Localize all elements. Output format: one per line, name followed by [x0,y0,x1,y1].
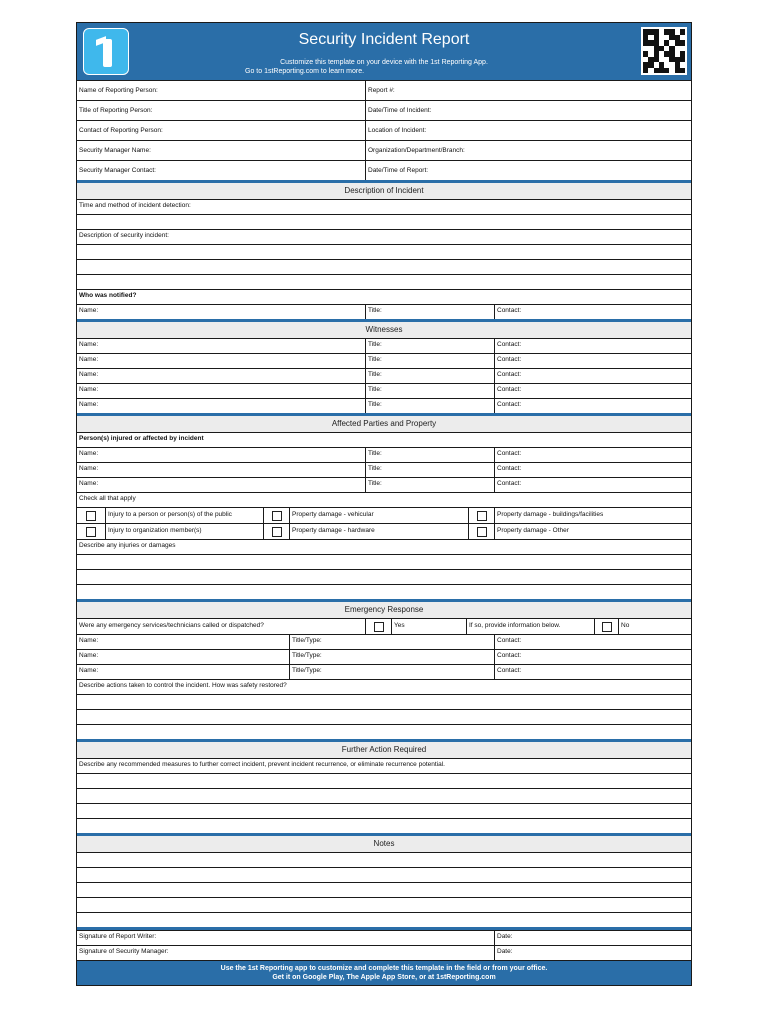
blank-line[interactable] [77,882,691,897]
checkbox-icon[interactable] [374,622,384,632]
blank-line[interactable] [77,897,691,912]
form-row [77,539,691,554]
report-title: Security Incident Report [298,31,470,48]
option-label: Property damage - Other [494,524,691,539]
contact-row [77,353,691,368]
signature-manager-label: Signature of Security Manager: [79,948,169,955]
blank-line[interactable] [77,214,691,229]
form-row [77,758,691,773]
contact-label: Contact: [494,339,691,353]
blank-line[interactable] [77,818,691,833]
name-label: Name: [79,341,99,348]
title-label: Title: [365,305,494,319]
title-label: Title: [365,384,494,398]
checkbox-cell [263,508,289,523]
field-label: Report #: [365,81,691,100]
form-row [77,289,691,304]
footer-line-2: Get it on Google Play, The Apple App Store, or at 1stReporting.com [272,974,496,981]
signature-row [77,930,691,945]
contact-label: Contact: [494,635,691,649]
signature-writer-label: Signature of Report Writer: [79,933,157,940]
checkbox-icon[interactable] [477,511,487,521]
blank-line[interactable] [77,788,691,803]
section-heading-affected: Affected Parties and Property [77,413,691,432]
name-label: Name: [79,386,99,393]
blank-line[interactable] [77,773,691,788]
blank-line[interactable] [77,569,691,584]
title-label: Title: [365,339,494,353]
contact-label: Contact: [494,399,691,413]
blank-line[interactable] [77,852,691,867]
option-label: Property damage - hardware [289,524,468,539]
info-row [77,120,691,140]
field-label: Describe any injuries or damages [79,542,176,549]
option-label: Injury to a person or person(s) of the public [105,508,263,523]
field-label: Check all that apply [79,495,136,502]
report-footer [77,960,691,985]
title-label: Title: [365,369,494,383]
field-label: Contact of Reporting Person: [79,127,163,134]
title-type-label: Title/Type: [289,650,494,664]
blank-line[interactable] [77,709,691,724]
name-label: Name: [79,480,99,487]
title-label: Title: [365,399,494,413]
contact-row [77,338,691,353]
name-label: Name: [79,371,99,378]
blank-line[interactable] [77,259,691,274]
report-form [76,22,692,986]
header-subtitle: Customize this template on your device with the 1st Reporting App. [280,59,488,66]
blank-line[interactable] [77,244,691,259]
contact-label: Contact: [494,384,691,398]
field-label: Location of Incident: [365,121,691,140]
field-label: Describe any recommended measures to further correct incident, prevent incident recurrence, or eliminate recurrence potential. [79,761,445,768]
blank-line[interactable] [77,912,691,927]
field-label: Name of Reporting Person: [79,87,158,94]
contact-row [77,477,691,492]
checkbox-cell [77,508,105,523]
checkbox-icon[interactable] [272,527,282,537]
section-heading-further-action: Further Action Required [77,739,691,758]
checkbox-cell [365,619,391,634]
contact-label: Contact: [494,665,691,679]
title-label: Title: [365,463,494,477]
name-label: Name: [79,356,99,363]
footer-line-1: Use the 1st Reporting app to customize and complete this template in the field or from your office. [220,965,548,972]
report-header [77,23,691,80]
form-row [77,229,691,244]
contact-row [77,398,691,413]
contact-row [77,368,691,383]
blank-line[interactable] [77,867,691,882]
blank-line[interactable] [77,803,691,818]
name-label: Name: [79,652,99,659]
blank-line[interactable] [77,554,691,569]
contact-label: Contact: [494,478,691,492]
name-label: Name: [79,401,99,408]
name-label: Name: [79,667,99,674]
blank-line[interactable] [77,724,691,739]
contact-label: Contact: [494,369,691,383]
field-label: Time and method of incident detection: [79,202,191,209]
field-label: Security Manager Name: [79,147,151,154]
contact-row [77,664,691,679]
section-heading-notes: Notes [77,833,691,852]
contact-row [77,383,691,398]
contact-row [77,634,691,649]
field-label: Who was notified? [79,292,137,299]
form-row [77,679,691,694]
header-learn-more: Go to 1stReporting.com to learn more. [245,68,365,75]
question-label: Were any emergency services/technicians called or dispatched? [79,622,264,629]
contact-row [77,304,691,319]
blank-line[interactable] [77,584,691,599]
title-type-label: Title/Type: [289,635,494,649]
question-row [77,618,691,634]
contact-label: Contact: [494,354,691,368]
title-label: Title: [365,478,494,492]
contact-label: Contact: [494,463,691,477]
checkbox-row [77,507,691,523]
field-label: Organization/Department/Branch: [365,141,691,160]
checkbox-icon[interactable] [272,511,282,521]
contact-row [77,462,691,477]
checkbox-cell [594,619,618,634]
field-label: Date/Time of Incident: [365,101,691,120]
blank-line[interactable] [77,694,691,709]
field-label: Security Manager Contact: [79,167,156,174]
no-label: No [618,619,691,634]
form-row [77,432,691,447]
checkbox-cell [468,508,494,523]
info-row [77,100,691,120]
field-label: Title of Reporting Person: [79,107,153,114]
checkbox-cell [263,524,289,539]
title-label: Title: [365,354,494,368]
title-label: Title: [365,448,494,462]
checkbox-row [77,523,691,539]
contact-row [77,447,691,462]
info-row [77,140,691,160]
section-heading-description: Description of Incident [77,180,691,199]
checkbox-cell [77,524,105,539]
field-label: Describe actions taken to control the incident. How was safety restored? [79,682,287,689]
checkbox-icon[interactable] [477,527,487,537]
contact-label: Contact: [494,650,691,664]
field-label: Description of security incident: [79,232,169,239]
option-label: Injury to organization member(s) [105,524,263,539]
info-row [77,160,691,180]
name-label: Name: [79,307,99,314]
signature-row [77,945,691,960]
name-label: Name: [79,465,99,472]
if-so-label: If so, provide information below. [466,619,594,634]
info-row [77,80,691,100]
qr-code-icon [641,27,687,75]
blank-line[interactable] [77,274,691,289]
contact-row [77,649,691,664]
option-label: Property damage - buildings/facilities [494,508,691,523]
name-label: Name: [79,450,99,457]
field-label: Person(s) injured or affected by incident [79,435,204,442]
form-row [77,492,691,507]
checkbox-cell [468,524,494,539]
option-label: Property damage - vehicular [289,508,468,523]
section-heading-emergency: Emergency Response [77,599,691,618]
contact-label: Contact: [494,448,691,462]
date-label: Date: [494,931,691,945]
contact-label: Contact: [494,305,691,319]
field-label: Date/Time of Report: [365,161,691,180]
checkbox-icon[interactable] [86,511,96,521]
title-type-label: Title/Type: [289,665,494,679]
section-heading-witnesses: Witnesses [77,319,691,338]
yes-label: Yes [391,619,466,634]
checkbox-icon[interactable] [602,622,612,632]
form-row [77,199,691,214]
date-label: Date: [494,946,691,960]
name-label: Name: [79,637,99,644]
checkbox-icon[interactable] [86,527,96,537]
